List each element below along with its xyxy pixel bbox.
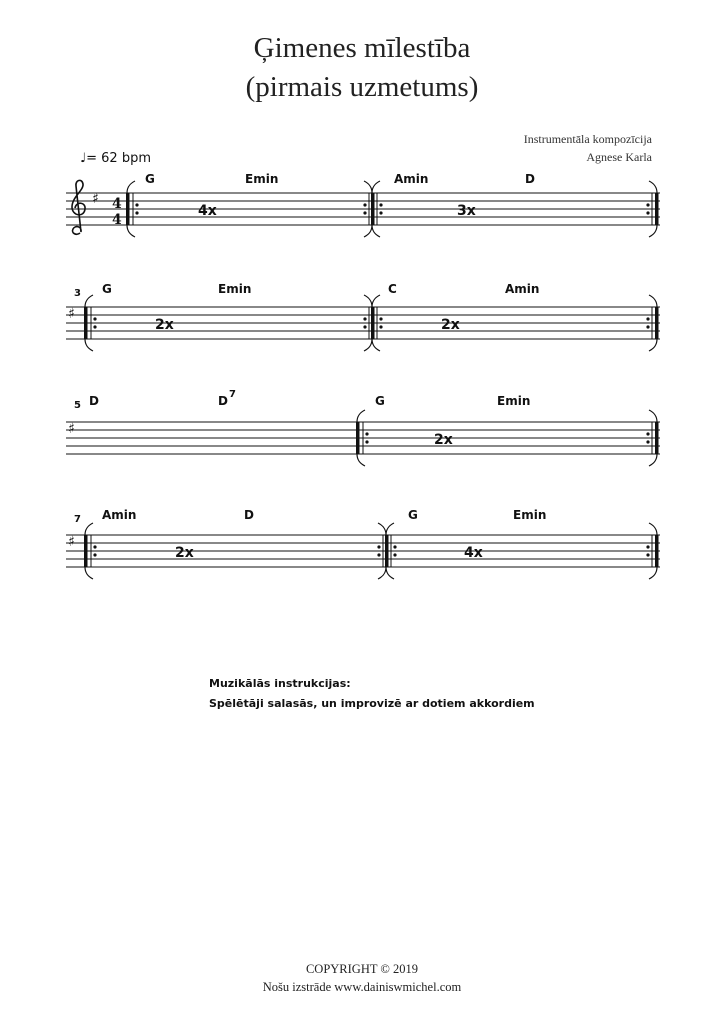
staff-lines <box>66 535 660 567</box>
chord-symbol: Emin <box>245 172 279 186</box>
key-signature-sharp: ♯ <box>92 191 99 207</box>
chord-symbol: G <box>145 172 155 186</box>
chord-symbol: Amin <box>394 172 429 186</box>
staff-system-1 <box>66 172 660 237</box>
staff-system-4 <box>66 508 660 579</box>
repeat-count: 2x <box>441 317 460 333</box>
key-signature-sharp: ♯ <box>68 534 75 550</box>
repeat-count: 4x <box>198 203 217 219</box>
treble-clef-icon <box>72 180 85 234</box>
chord-symbol: Amin <box>505 282 540 296</box>
composer: Agnese Karla <box>586 150 652 164</box>
repeat-count: 4x <box>464 545 483 561</box>
repeat-count: 2x <box>155 317 174 333</box>
chord-symbol: G <box>375 394 385 408</box>
chord-symbol: D <box>244 508 254 522</box>
time-signature-top: 4 <box>112 196 122 212</box>
credit: Nošu izstrāde www.dainiswmichel.com <box>262 980 462 994</box>
chord-symbol: Emin <box>218 282 252 296</box>
repeat-count: 2x <box>434 432 453 448</box>
title-line-2: (pirmais uzmetums) <box>245 71 479 103</box>
copyright: COPYRIGHT © 2019 <box>305 962 419 976</box>
chord-symbol: Emin <box>513 508 547 522</box>
chord-symbol: D <box>525 172 535 186</box>
time-signature-bottom: 4 <box>112 212 122 228</box>
chord-symbol: G <box>408 508 418 522</box>
chord-symbol: D <box>218 394 228 408</box>
chord-extension: 7 <box>229 389 236 400</box>
tempo-marking: ♩= 62 bpm <box>80 151 151 166</box>
repeat-count: 3x <box>457 203 476 219</box>
measure-number: 3 <box>74 288 81 299</box>
key-signature-sharp: ♯ <box>68 306 75 322</box>
repeat-count: 2x <box>175 545 194 561</box>
instructions-text: Spēlētāji salasās, un improvizē ar dotiem akkordiem <box>209 697 535 710</box>
chord-symbol: D <box>89 394 99 408</box>
instructions-title: Muzikālās instrukcijas: <box>209 677 351 690</box>
staff-system-3 <box>66 389 660 466</box>
measure-number: 5 <box>74 400 81 411</box>
staff-system-2 <box>66 282 660 351</box>
title-line-1: Ģimenes mīlestība <box>253 32 471 64</box>
staff-lines <box>66 193 660 225</box>
chord-symbol: Emin <box>497 394 531 408</box>
chord-symbol: Amin <box>102 508 137 522</box>
chord-symbol: C <box>388 282 397 296</box>
key-signature-sharp: ♯ <box>68 421 75 437</box>
chord-symbol: G <box>102 282 112 296</box>
subtitle: Instrumentāla kompozīcija <box>523 132 652 146</box>
measure-number: 7 <box>74 514 81 525</box>
